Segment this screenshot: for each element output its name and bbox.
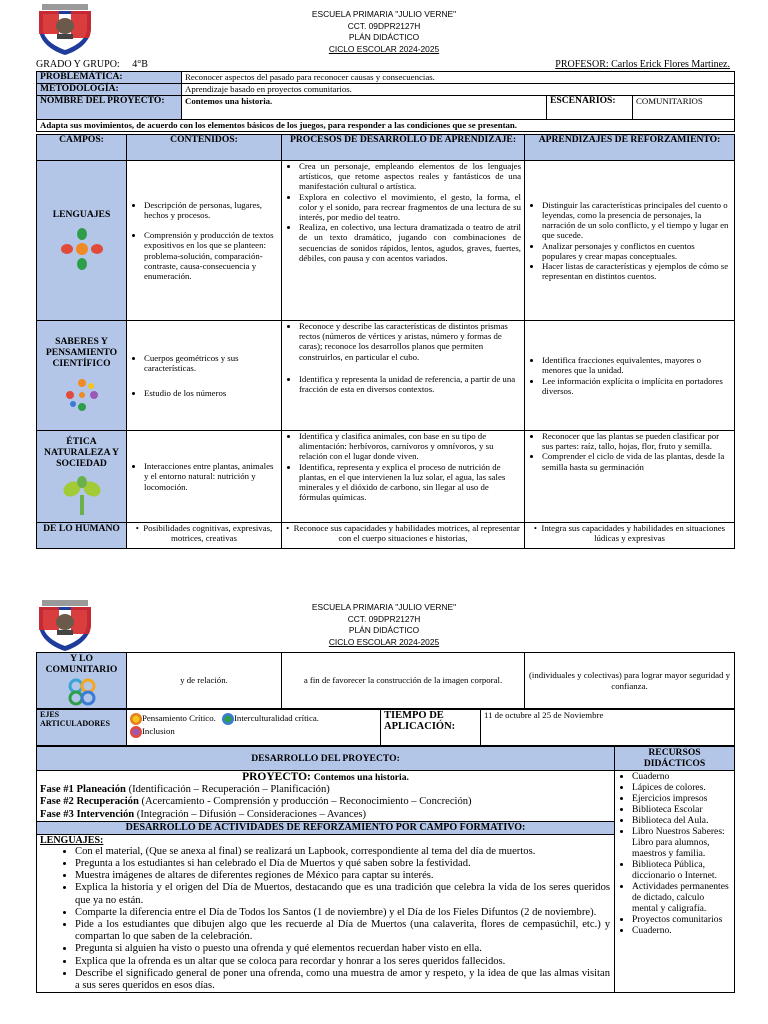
list-item: • Proyectos comunitarios (632, 914, 731, 925)
pensamiento-critico-icon (130, 713, 142, 725)
school-cycle: CICLO ESCOLAR 2024-2025 (328, 43, 440, 54)
plan-title: PLÁN DIDÁCTICO (348, 32, 420, 42)
escenarios-value: COMUNITARIOS (633, 96, 735, 120)
adapta-text: Adapta sus movimientos, de acuerdo con los elementos básicos de los juegos, para responder a las condiciones que se presentan. (37, 120, 735, 132)
ejes-values (127, 710, 381, 746)
contenidos-lenguajes (127, 161, 282, 321)
page-header (0, 596, 768, 648)
list-item: • Lápices de colores. (632, 782, 731, 793)
lenguajes-label: LENGUAJES: (40, 834, 104, 846)
desarrollo-content (37, 771, 615, 993)
list-item: • Pregunta si alguien ha visto o puesto una ofrenda y qué elementos recuerdan haber visto en ella. (75, 943, 610, 955)
list-item: • Identifica fracciones equivalentes, mayores o menores que la unidad. (542, 355, 731, 375)
list-item: • Distinguir las características principales del cuento o leyendas, como la presencia de personajes, la narración de un solo conflicto, y el tiempo y lugar en que sucede. (542, 200, 731, 241)
actividades-label: DESARROLLO DE ACTIVIDADES DE REFORZAMIENTO POR CAMPO FORMATIVO: (37, 821, 614, 835)
eje-pensamiento: Pensamiento Crítico. (142, 713, 216, 723)
proyecto-value: Contemos una historia. (182, 96, 547, 120)
procesos-etica (282, 431, 525, 523)
saberes-icon (62, 375, 102, 415)
bullet-icon: • (286, 523, 294, 533)
list-item: • Muestra imágenes de altares de diferentes regiones de México para captar su interés. (75, 870, 610, 882)
campo-humano: DE LO HUMANO (37, 523, 127, 549)
ejes-table (36, 709, 735, 746)
list-item: • Cuerpos geométricos y sus características. (144, 353, 278, 373)
recursos-content (615, 771, 735, 993)
procesos-humano: • Reconoce sus capacidades y habilidades motrices, al representar con el cuerpo situaciones e historias, (282, 523, 525, 549)
col-contenidos: CONTENIDOS: (127, 135, 282, 161)
page-2 (0, 596, 768, 991)
list-item: • Cuaderno (632, 771, 731, 782)
aprendizajes-saberes (525, 321, 735, 431)
list-item: • Biblioteca Escolar (632, 804, 731, 815)
recursos-label: RECURSOS DIDÁCTICOS (615, 747, 735, 771)
comunitario-icon (65, 677, 99, 707)
list-item: • Pide a los estudiantes que dibujen algo que les recuerde al Día de Muertos (una calaverita, flores de cempasúchil, etc.) y compartan lo que saben de la celebración. (75, 919, 610, 943)
campo-lenguajes: LENGUAJES (37, 161, 127, 321)
info-table (36, 71, 735, 132)
desarrollo-label: DESARROLLO DEL PROYECTO: (37, 747, 615, 771)
contenidos-etica (127, 431, 282, 523)
list-item: • Interacciones entre plantas, animales y el entorno natural: nutrición y locomoción. (144, 461, 278, 492)
campo-comunitario: Y LO COMUNITARIO (37, 653, 127, 709)
campos-table (36, 134, 735, 549)
campo-saberes: SABERES Y PENSAMIENTO CIENTÍFICO (37, 321, 127, 431)
problematica-value: Reconocer aspectos del pasado para reconocer causas y consecuencias. (182, 72, 735, 84)
etica-icon (61, 475, 103, 517)
list-item: • Pregunta a los estudiantes si han celebrado el Día de Muertos y qué saben sobre la festividad. (75, 858, 610, 870)
list-item: • Analizar personajes y conflictos en cuentos populares y crear mapas conceptuales. (542, 241, 731, 261)
list-item: • Identifica y clasifica animales, con base en su tipo de alimentación: herbívoros, carnívoros y omnívoros, y su relación con el lugar donde viven. (299, 431, 521, 462)
actividades-list (37, 846, 614, 992)
procesos-comunitario: a fin de favorecer la construcción de la imagen corporal. (282, 653, 525, 709)
inclusion-icon (130, 726, 142, 738)
table-row (37, 321, 735, 431)
list-item: • Cuaderno. (632, 925, 731, 936)
list-item: • Con el material, (Que se anexa al final) se realizará un Lapbook, correspondiente al tema del día de muertos. (75, 846, 610, 858)
list-item: • Explica la historia y el origen del Día de Muertos, destacando que es una tradición que celebra la vida de los seres queridos que ya no están. (75, 882, 610, 906)
desarrollo-table (36, 746, 735, 993)
aprendizajes-comunitario: (individuales y colectivas) para lograr mayor seguridad y confianza. (525, 653, 735, 709)
bullet-icon: • (135, 523, 144, 533)
list-item: • Describe el significado general de poner una ofrenda, como una muestra de amor y respeto, y la idea de que las almas visitan a sus seres queridos en esos días. (75, 968, 610, 992)
list-item: • Comparte la diferencia entre el Día de Todos los Santos (1 de noviembre) y el Día de los Fieles Difuntos (2 de noviembre). (75, 907, 610, 919)
list-item: • Crea un personaje, empleando elementos de los lenguajes artísticos, que retome aspectos reales y fantásticos de una manifestación cultural o artística. (299, 161, 521, 192)
list-item: • Biblioteca del Aula. (632, 815, 731, 826)
table-row (37, 161, 735, 321)
list-item: • Descripción de personas, lugares, hechos y procesos. (144, 200, 278, 220)
school-name: ESCUELA PRIMARIA "JULIO VERNE" (311, 602, 457, 612)
fase-1: Fase #1 Planeación (Identificación – Recuperación – Planificación) (40, 784, 330, 795)
list-item: • Identifica, representa y explica el proceso de nutrición de plantas, en el que intervienen la luz solar, el agua, las sales minerales y el dióxido de carbono, sin llegar al uso de fórmulas químicas. (299, 462, 521, 503)
bullet-icon: • (533, 523, 542, 533)
campo-etica: ÉTICA NATURALEZA Y SOCIEDAD (37, 431, 127, 523)
teacher-name: PROFESOR: Carlos Erick Flores Martinez. (555, 59, 730, 70)
interculturalidad-icon (222, 713, 234, 725)
fases-list (37, 784, 614, 821)
table-row (37, 431, 735, 523)
metodologia-label: METODOLOGÍA: (37, 84, 182, 96)
col-aprendizajes: APRENDIZAJES DE REFORZAMIENTO: (525, 135, 735, 161)
list-item: • Ejercicios impresos (632, 793, 731, 804)
list-item: • Estudio de los números (144, 388, 278, 398)
fase-2: Fase #2 Recuperación (Acercamiento - Comprensión y producción – Reconocimiento – Concreción) (40, 796, 472, 808)
tiempo-label: TIEMPO DE APLICACIÓN: (381, 710, 481, 746)
school-header-text (0, 602, 768, 648)
aprendizajes-etica (525, 431, 735, 523)
school-name: ESCUELA PRIMARIA "JULIO VERNE" (311, 9, 457, 19)
grade-group: GRADO Y GRUPO: 4°B (36, 59, 148, 70)
plan-title: PLÁN DIDÁCTICO (348, 625, 420, 635)
tiempo-value: 11 de octubre al 25 de Noviembre (481, 710, 735, 746)
contenidos-humano: • Posibilidades cognitivas, expresivas, motrices, creativas (127, 523, 282, 549)
contenidos-comunitario: y de relación. (127, 653, 282, 709)
metodologia-value: Aprendizaje basado en proyectos comunitarios. (182, 84, 735, 96)
list-item: • Reconoce y describe las características de distintos prismas rectos (números de vértices y aristas, número y formas de caras); reconoce los desarrollos planos que permiten construirlos, en particular el cubo. (299, 321, 521, 362)
list-item: • Biblioteca Pública, diccionario o Internet. (632, 859, 731, 881)
fase-3: Fase #3 Intervención (Integración – Difusión – Consideraciones – Avances) (40, 808, 367, 820)
eje-interculturalidad: Interculturalidad crítica. (234, 713, 319, 723)
escenarios-label: ESCENARIOS: (547, 96, 633, 120)
list-item: • Explica que la ofrenda es un altar que se coloca para recordar y honrar a los seres queridos fallecidos. (75, 956, 610, 968)
list-item: • Explora en colectivo el movimiento, el gesto, la forma, el color y el sonido, para recrear fragmentos de una lectura de su interés, por medio del teatro. (299, 192, 521, 223)
col-campos: CAMPOS: (37, 135, 127, 161)
page-header (0, 0, 768, 52)
list-item: • Reconocer que las plantas se pueden clasificar por sus partes: raíz, tallo, hojas, flor, fruto y semilla. (542, 431, 731, 451)
list-item: • Libro Nuestros Saberes: Libro para alumnos, maestros y familia. (632, 826, 731, 859)
col-procesos: PROCESOS DE DESARROLLO DE APRENDIZAJE: (282, 135, 525, 161)
list-item: • Hacer listas de características y ejemplos de cómo se representan en distintos cuentos. (542, 261, 731, 281)
proyecto-title: PROYECTO: Contemos una historia. (242, 771, 409, 783)
campos-header-row (37, 135, 735, 161)
school-cct: CCT. 09DPR2127H (347, 613, 421, 624)
table-row (37, 523, 735, 549)
contenidos-saberes (127, 321, 282, 431)
eje-inclusion: Inclusion (142, 725, 175, 736)
aprendizajes-lenguajes (525, 161, 735, 321)
continuation-table (36, 652, 735, 709)
aprendizajes-humano: • Integra sus capacidades y habilidades en situaciones lúdicas y expresivas (525, 523, 735, 549)
lenguajes-icon (59, 226, 105, 272)
procesos-lenguajes (282, 161, 525, 321)
list-item: • Comprender el ciclo de vida de las plantas, desde la semilla hasta su germinación (542, 451, 731, 471)
list-item: • Lee información explícita o implícita en portadores diversos. (542, 376, 731, 396)
procesos-saberes (282, 321, 525, 431)
proyecto-label: NOMBRE DEL PROYECTO: (37, 96, 182, 120)
school-header-text (0, 9, 768, 55)
list-item: • Identifica y representa la unidad de referencia, a partir de una fracción de esta en diversos contextos. (299, 374, 521, 394)
ejes-label: EJES ARTICULADORES (37, 710, 127, 746)
list-item: • Realiza, en colectivo, una lectura dramatizada o teatro de atril de un texto dramático, jugando con combinaciones de secuencias de sonidos rápidos, lentos, agudos, graves, fuertes, débiles, con pausa y con acentos variados. (299, 222, 521, 263)
list-item: • Actividades permanentes de dictado, calculo mental y caligrafía. (632, 881, 731, 914)
problematica-label: PROBLEMÁTICA: (37, 72, 182, 84)
school-cct: CCT. 09DPR2127H (347, 20, 421, 31)
list-item: • Comprensión y producción de textos expositivos en los que se planteen: problema-solución, comparación-contraste, causa-consecuencia y enumeración. (144, 230, 278, 281)
school-cycle: CICLO ESCOLAR 2024-2025 (328, 636, 440, 647)
recursos-list (618, 771, 731, 936)
